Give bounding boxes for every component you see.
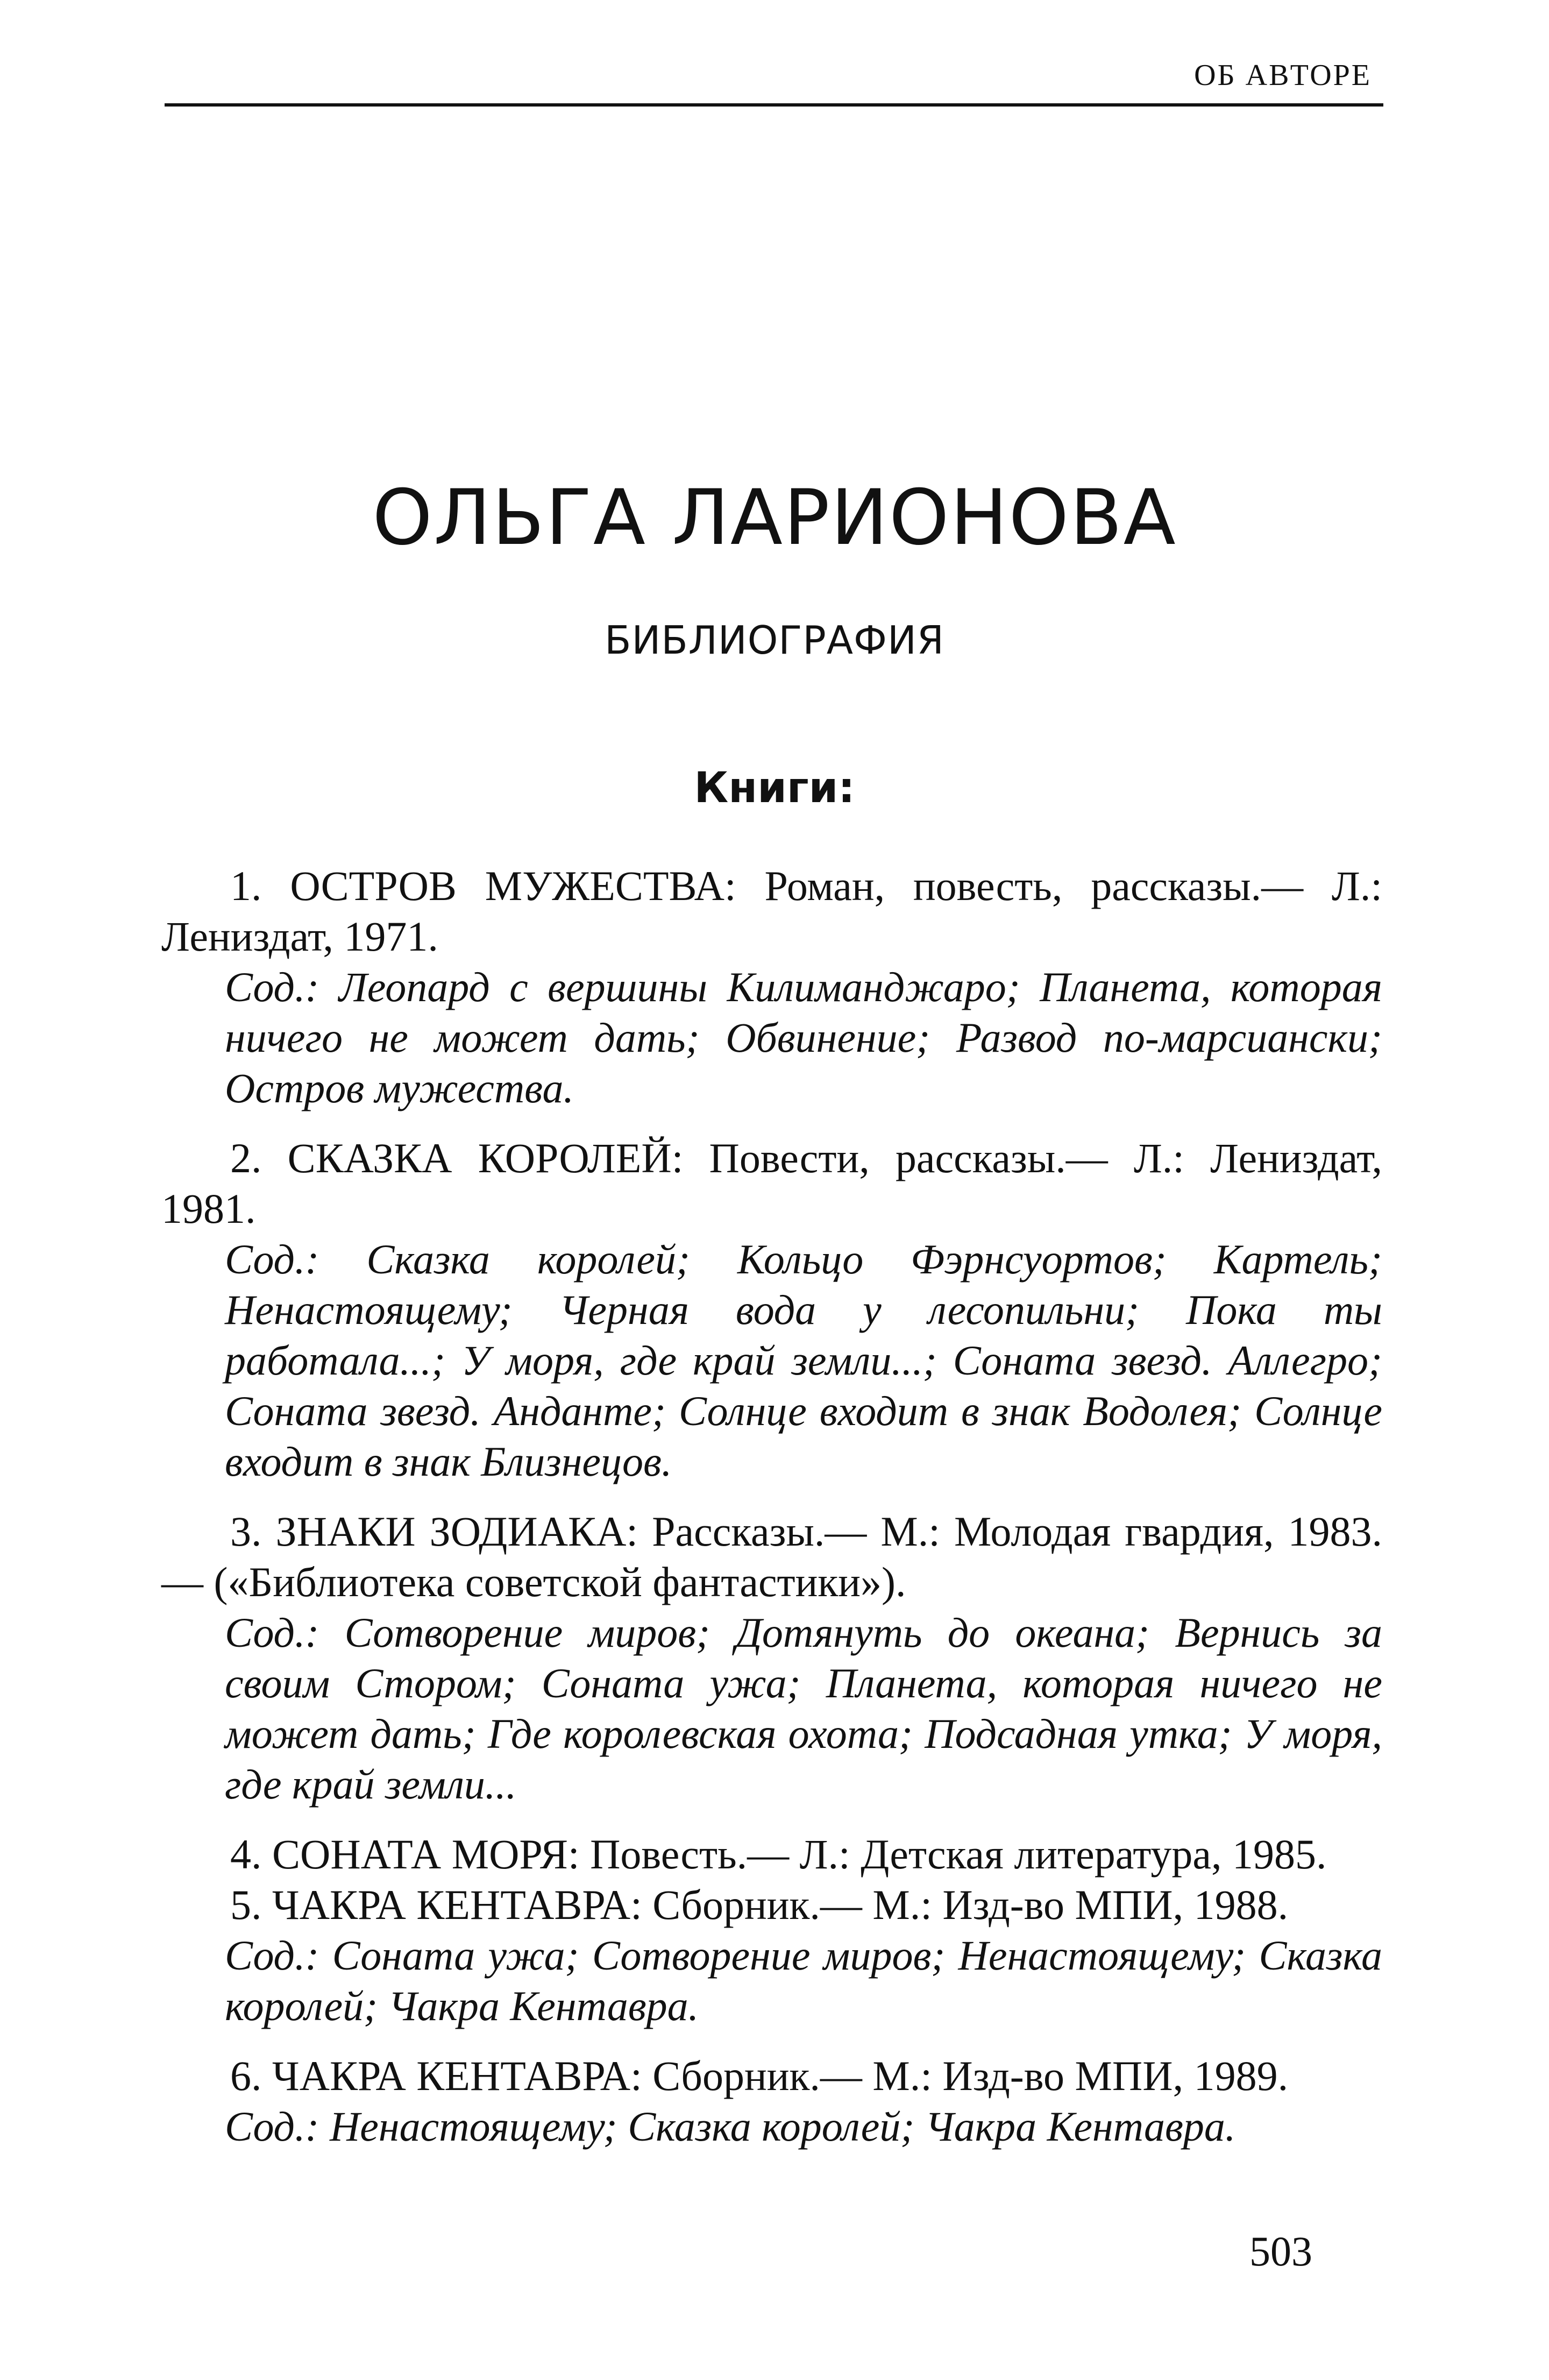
section-title: БИБЛИОГРАФИЯ [605,618,944,663]
bibliography-entry [161,2051,1382,2152]
entry-contents: Сод.: Ненастоящему; Сказка королей; Чакра Кентавра. [225,2103,1236,2150]
bibliography-entry [161,861,1382,1114]
entry-title: 1. ОСТРОВ МУЖЕСТВА: Роман, повесть, рассказы.— Л.: Лениздат, 1971. [161,862,1382,960]
entry-title: 5. ЧАКРА КЕНТАВРА: Сборник.— М.: Изд-во МПИ, 1988. [230,1881,1289,1928]
entry-contents: Сод.: Леопард с вершины Килиманджаро; Планета, которая ничего не может дать; Обвинение; Развод по-марсиански; Остров мужества. [225,964,1382,1111]
bibliography-list [161,861,1382,2152]
entry-title: 2. СКАЗКА КОРОЛЕЙ: Повести, рассказы.— Л.: Лениздат, 1981. [161,1135,1382,1232]
entry-title: 3. ЗНАКИ ЗОДИАКА: Рассказы.— М.: Молодая гвардия, 1983.— («Библиотека советской фантастики»). [161,1508,1382,1605]
entry-contents: Сод.: Соната ужа; Сотворение миров; Ненастоящему; Сказка королей; Чакра Кентавра. [225,1932,1382,2029]
bibliography-entry [161,1506,1382,1810]
subsection-title: Книги: [694,764,855,812]
entry-title: 4. СОНАТА МОРЯ: Повесть.— Л.: Детская литература, 1985. [230,1831,1327,1878]
page-number: 503 [1249,2228,1312,2275]
header-rule [165,103,1383,107]
author-name: ОЛЬГА ЛАРИОНОВА [372,473,1177,562]
entry-contents: Сод.: Сотворение миров; Дотянуть до океана; Вернись за своим Стором; Соната ужа; Планета, которая ничего не может дать; Где королевская охота; Подсадная утка; У моря, где край земли... [225,1609,1382,1808]
bibliography-entry [161,1880,1382,2031]
bibliography-entry [161,1829,1382,1880]
entry-title: 6. ЧАКРА КЕНТАВРА: Сборник.— М.: Изд-во МПИ, 1989. [230,2052,1289,2099]
bibliography-entry [161,1133,1382,1487]
entry-contents: Сод.: Сказка королей; Кольцо Фэрнсуортов; Картель; Ненастоящему; Черная вода у лесопильни; Пока ты работала...; У моря, где край земли...; Соната звезд. Аллегро; Соната звезд. Анданте; Солнце входит в знак Водолея; Солнце входит в знак Близнецов. [225,1236,1382,1485]
running-head: ОБ АВТОРЕ [1194,59,1372,92]
